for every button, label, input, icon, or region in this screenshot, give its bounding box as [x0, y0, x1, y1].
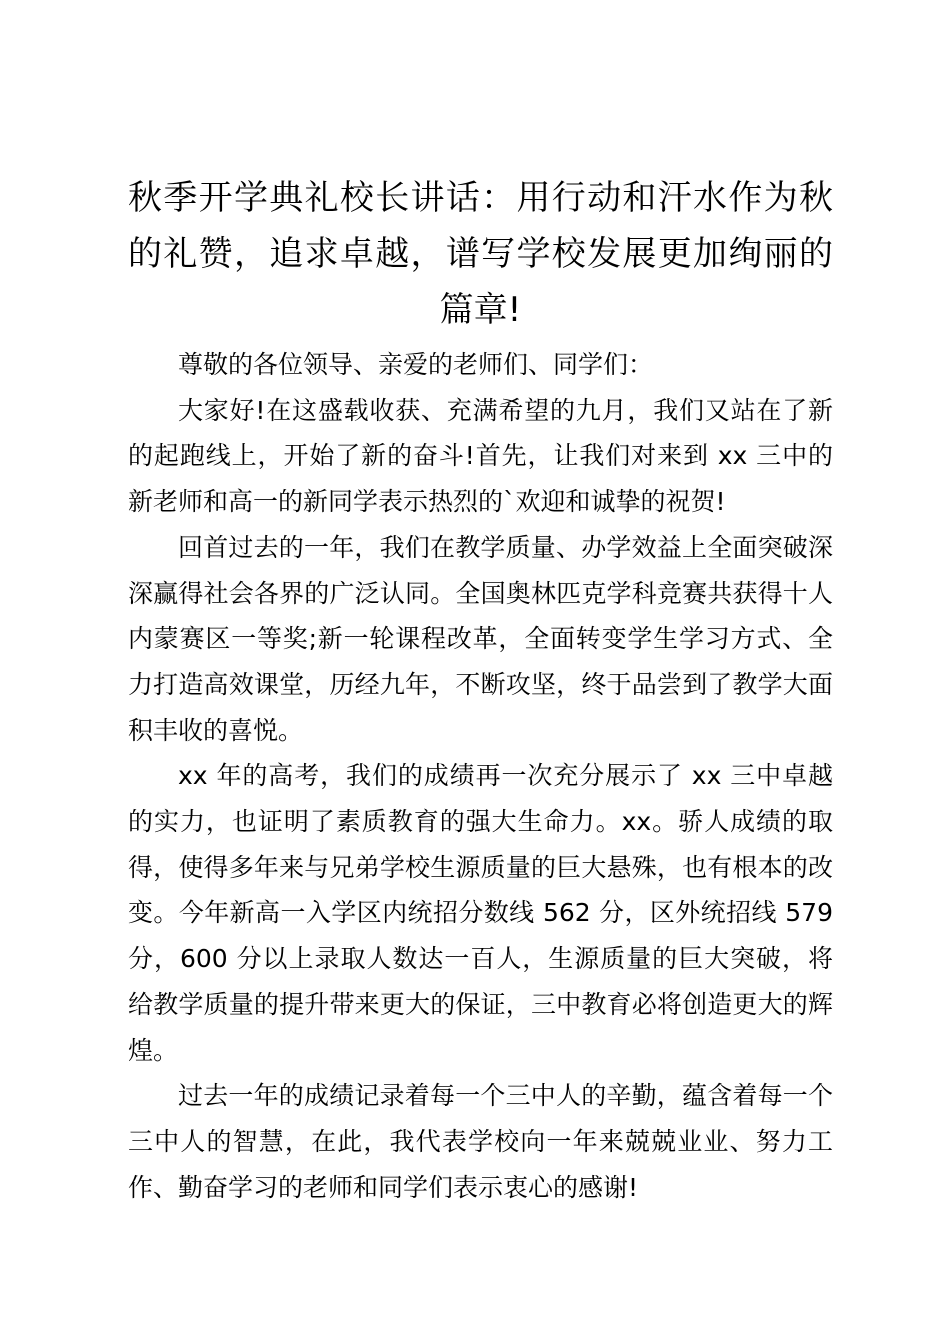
document-title: 秋季开学典礼校长讲话：用行动和汗水作为秋的礼赞，追求卓越，谱写学校发展更加绚丽的篇章! [128, 178, 833, 330]
review-paragraph: 回首过去的一年，我们在教学质量、办学效益上全面突破深深赢得社会各界的广泛认同。全国奥林匹克学科竞赛共获得十人内蒙赛区一等奖;新一轮课程改革，全面转变学生学习方式、全力打造高效课堂，历经九年，不断攻坚，终于品尝到了教学大面积丰收的喜悦。 [128, 532, 833, 745]
exam-results-paragraph: xx 年的高考，我们的成绩再一次充分展示了 xx 三中卓越的实力，也证明了素质教育的强大生命力。xx。骄人成绩的取得，使得多年来与兄弟学校生源质量的巨大悬殊，也有根本的改变。今年新高一入学区内统招分数线 562 分，区外统招线 579 分，600 分以上录取人数达一百人，生源质量的巨大突破，将给教学质量的提升带来更大的保证，三中教育必将创造更大的辉煌。 [128, 761, 833, 1065]
thanks-paragraph: 过去一年的成绩记录着每一个三中人的辛勤，蕴含着每一个三中人的智慧，在此，我代表学校向一年来兢兢业业、努力工作、勤奋学习的老师和同学们表示衷心的感谢! [128, 1081, 833, 1202]
document-body [128, 342, 833, 1210]
greeting-paragraph: 大家好!在这盛载收获、充满希望的九月，我们又站在了新的起跑线上，开始了新的奋斗!首先，让我们对来到 xx 三中的新老师和高一的新同学表示热烈的`欢迎和诚挚的祝贺! [128, 395, 833, 517]
document-page [128, 170, 833, 1210]
salutation-paragraph: 尊敬的各位领导、亲爱的老师们、同学们： [178, 350, 654, 379]
